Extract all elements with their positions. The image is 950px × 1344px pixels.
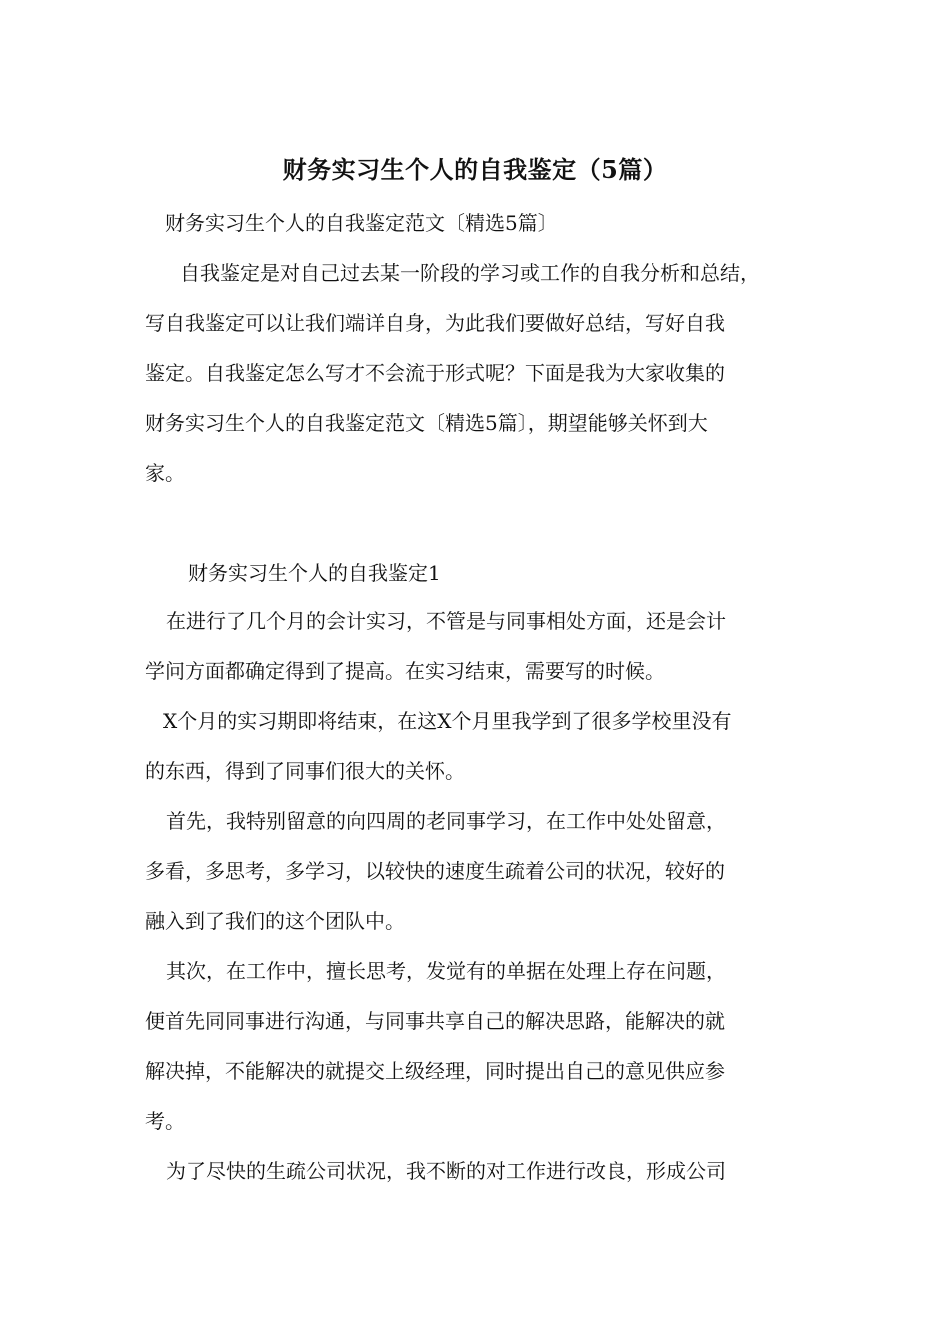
body-line: 多看，多思考，多学习，以较快的速度生疏着公司的状况，较好的 <box>145 859 725 883</box>
document-subtitle: 财务实习生个人的自我鉴定范文〔精选5篇〕 <box>165 211 558 235</box>
body-line: 学问方面都确定得到了提高。在实习结束，需要写的时候。 <box>145 659 665 683</box>
intro-line: 财务实习生个人的自我鉴定范文〔精选5篇〕，期望能够关怀到大 <box>145 411 708 435</box>
section-heading: 财务实习生个人的自我鉴定1 <box>188 561 441 585</box>
body-line: 考。 <box>145 1109 185 1133</box>
intro-line: 写自我鉴定可以让我们端详自身，为此我们要做好总结，写好自我 <box>145 311 725 335</box>
body-line: 为了尽快的生疏公司状况，我不断的对工作进行改良，形成公司 <box>166 1159 726 1183</box>
body-line: 在进行了几个月的会计实习，不管是与同事相处方面，还是会计 <box>166 609 726 633</box>
body-line: 解决掉，不能解决的就提交上级经理，同时提出自己的意见供应参 <box>145 1059 725 1083</box>
intro-line: 自我鉴定是对自己过去某一阶段的学习或工作的自我分析和总结， <box>180 261 760 285</box>
body-line: 首先，我特别留意的向四周的老同事学习，在工作中处处留意， <box>166 809 726 833</box>
body-line: 其次，在工作中，擅长思考，发觉有的单据在处理上存在问题， <box>166 959 726 983</box>
intro-line: 家。 <box>145 461 185 485</box>
intro-line: 鉴定。自我鉴定怎么写才不会流于形式呢？下面是我为大家收集的 <box>145 361 725 385</box>
document-title: 财务实习生个人的自我鉴定（5篇） <box>282 155 668 184</box>
body-line: 融入到了我们的这个团队中。 <box>145 909 405 933</box>
body-line: X个月的实习期即将结束，在这X个月里我学到了很多学校里没有 <box>163 709 732 733</box>
body-line: 便首先同同事进行沟通，与同事共享自己的解决思路，能解决的就 <box>145 1009 725 1033</box>
body-line: 的东西，得到了同事们很大的关怀。 <box>145 759 465 783</box>
